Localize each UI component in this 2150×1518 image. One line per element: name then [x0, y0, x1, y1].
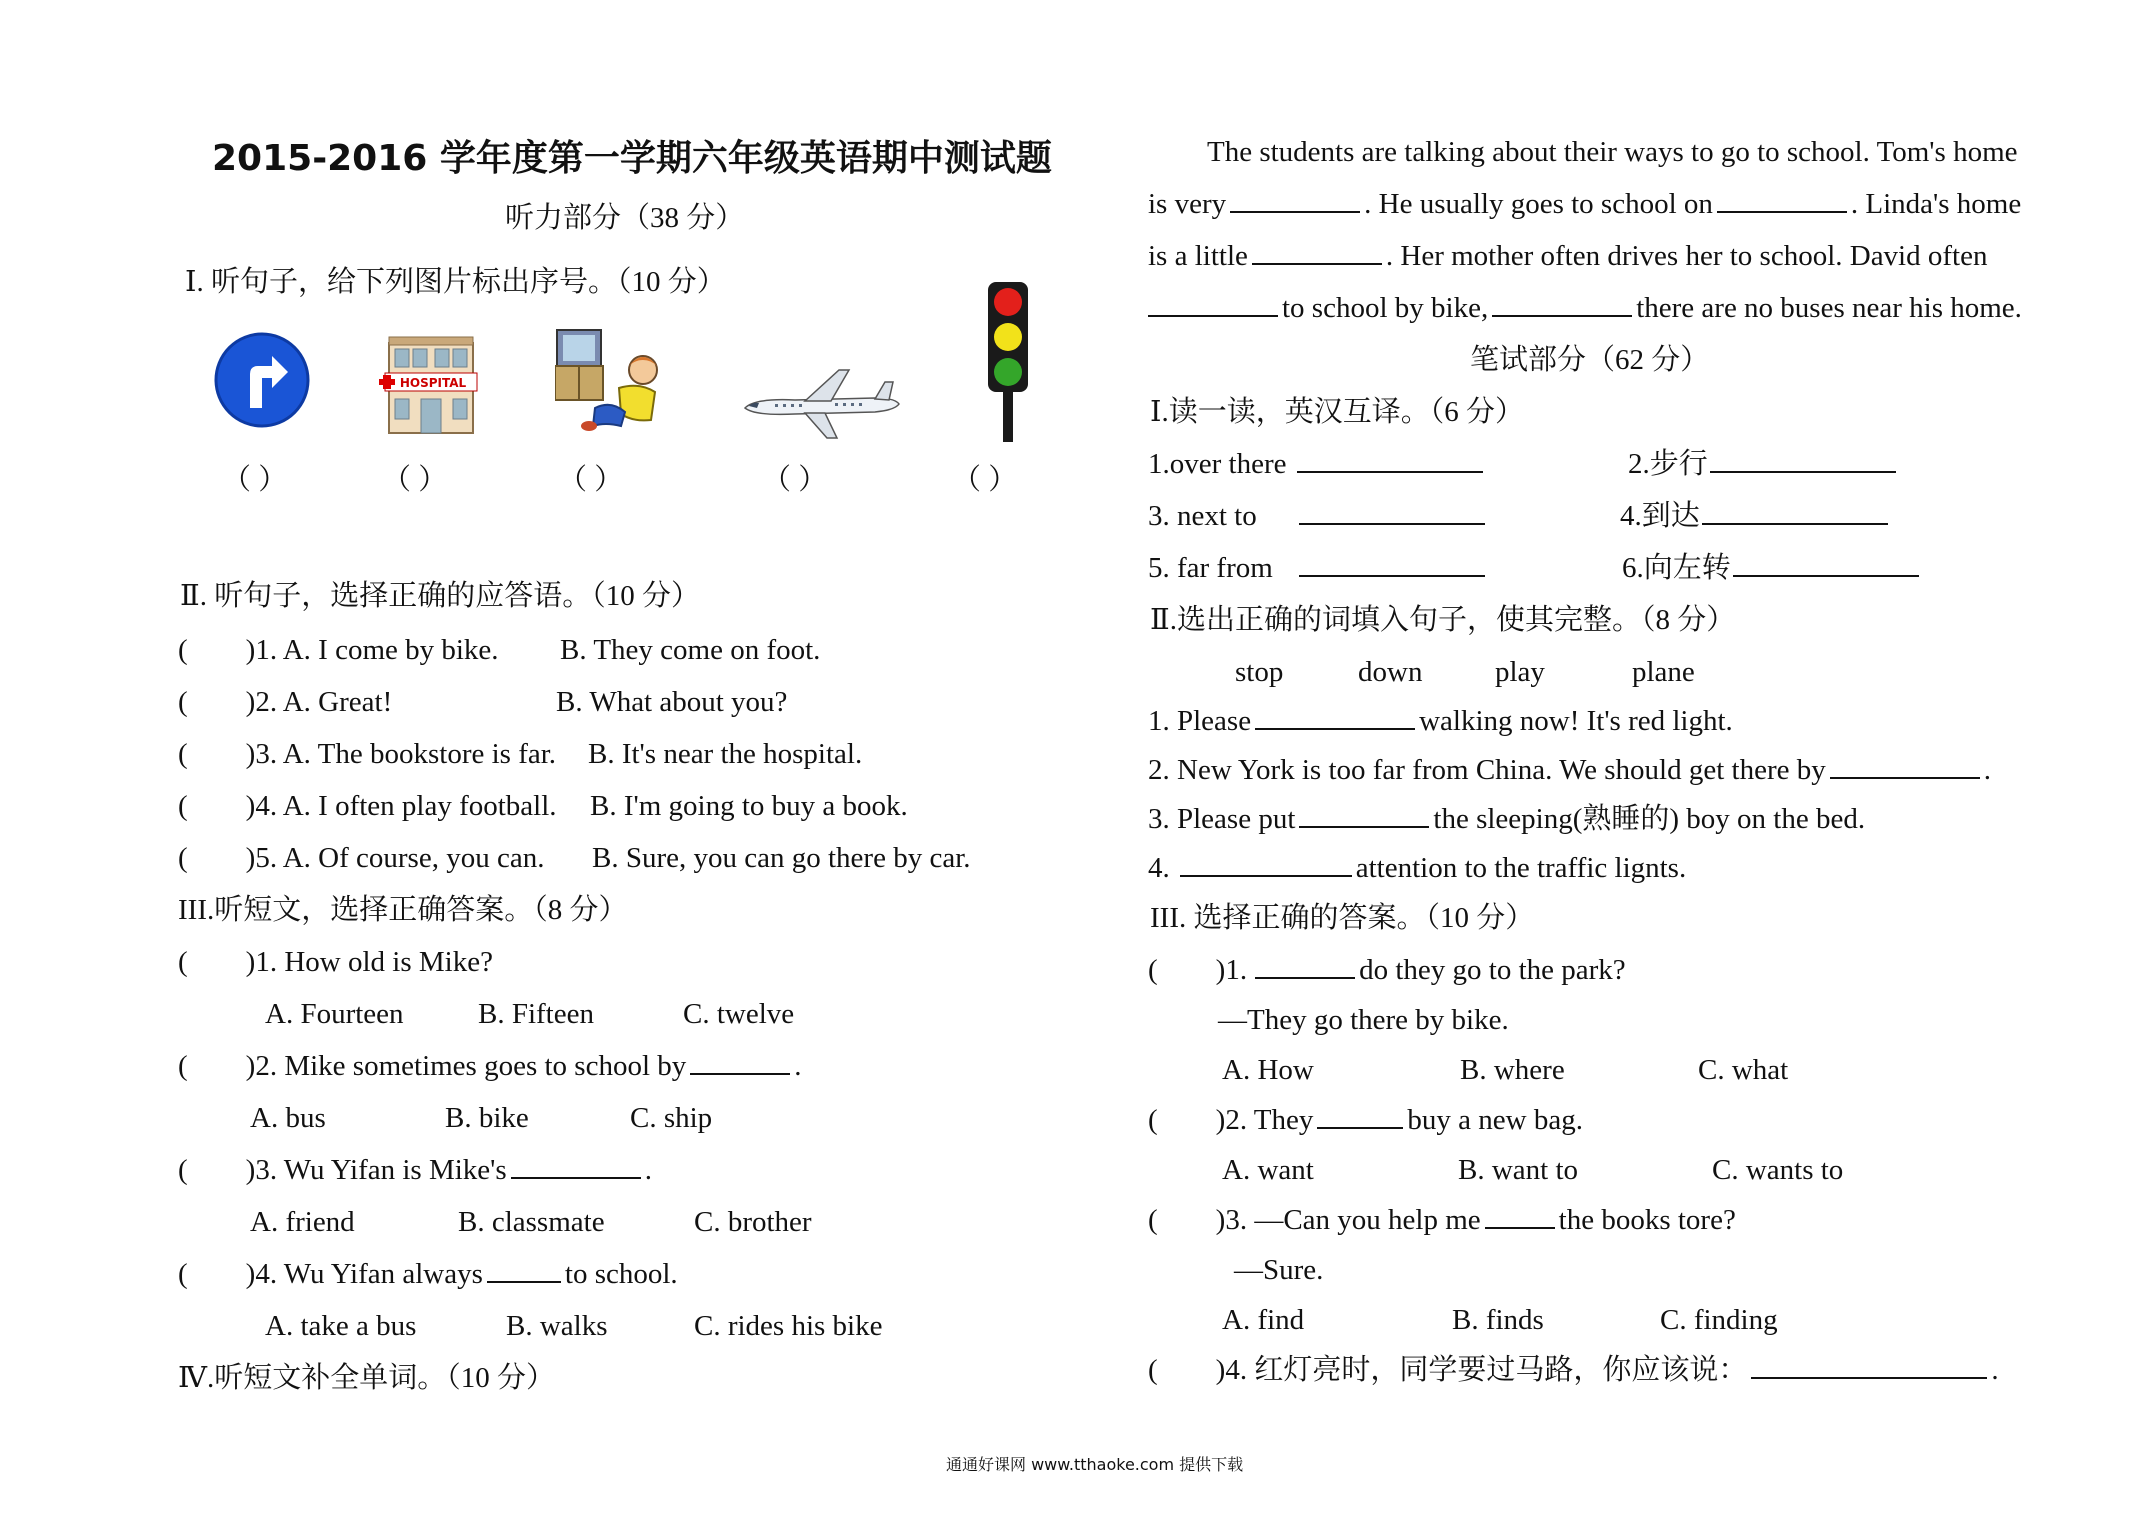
- w2-q4: 4. attention to the traffic lignts.: [1148, 852, 1687, 884]
- s2-item-5-b: B. Sure, you can go there by car.: [592, 842, 971, 874]
- picture-paren-5[interactable]: （ ）: [952, 464, 1018, 496]
- w2-q1: 1. Please walking now! It's red light.: [1148, 705, 1733, 737]
- w1-right-3: 6.向左转: [1622, 550, 1923, 586]
- s2-item-3: ( )3. A. The bookstore is far.: [178, 738, 557, 770]
- blank[interactable]: [1230, 187, 1360, 213]
- w2-heading: Ⅱ.选出正确的词填入句子，使其完整。（8 分）: [1150, 604, 1736, 636]
- w3-q2-opt-a: A. want: [1222, 1154, 1314, 1186]
- blank[interactable]: [1299, 551, 1485, 577]
- s2-item-2-b: B. What about you?: [556, 686, 788, 718]
- s2-heading: Ⅱ. 听句子，选择正确的应答语。（10 分）: [180, 580, 700, 612]
- s3-q2-opt-a: A. bus: [250, 1102, 326, 1134]
- blank[interactable]: [1148, 291, 1278, 317]
- w3-q3: ( )3. —Can you help me the books tore?: [1148, 1204, 1736, 1236]
- w3-heading: III. 选择正确的答案。（10 分）: [1150, 902, 1535, 934]
- written-header: 笔试部分（62 分）: [1470, 344, 1710, 376]
- w3-q2: ( )2. They buy a new bag.: [1148, 1104, 1583, 1136]
- w1-right-2: 4.到达: [1620, 498, 1892, 534]
- w2-q3: 3. Please put the sleeping(熟睡的) boy on the bed.: [1148, 803, 1866, 835]
- s3-q2-opt-c: C. ship: [630, 1102, 713, 1134]
- w3-q4: ( )4. 红灯亮时，同学要过马路，你应该说： .: [1148, 1354, 1999, 1386]
- passage-line-1: The students are talking about their ways to go to school. Tom's home: [1207, 136, 2018, 168]
- s3-q2-opt-b: B. bike: [445, 1102, 529, 1134]
- airplane-icon: [735, 368, 903, 440]
- blank[interactable]: [1830, 753, 1980, 779]
- listening-header: 听力部分（38 分）: [505, 202, 745, 234]
- w3-q1-reply: —They go there by bike.: [1218, 1004, 1509, 1036]
- picture-paren-4[interactable]: （ ）: [762, 464, 828, 496]
- blank[interactable]: [1751, 1353, 1987, 1379]
- blank[interactable]: [1252, 239, 1382, 265]
- w3-q1-opt-b: B. where: [1460, 1054, 1565, 1086]
- s3-q1-opt-a: A. Fourteen: [265, 998, 404, 1030]
- s2-item-1: ( )1. A. I come by bike.: [178, 634, 499, 666]
- s2-item-5: ( )5. A. Of course, you can.: [178, 842, 545, 874]
- s3-heading: III.听短文，选择正确答案。（8 分）: [178, 894, 628, 926]
- boy-watching-tv-icon: [555, 326, 673, 438]
- traffic-light-icon: [985, 280, 1031, 444]
- passage-line-3: is a little . Her mother often drives her to school. David often: [1148, 240, 1988, 272]
- s3-q3-opt-c: C. brother: [694, 1206, 812, 1238]
- w3-q3-opt-c: C. finding: [1660, 1304, 1778, 1336]
- w3-q2-opt-b: B. want to: [1458, 1154, 1579, 1186]
- blank[interactable]: [1299, 499, 1485, 525]
- s2-item-4: ( )4. A. I often play football.: [178, 790, 557, 822]
- passage-line-4: to school by bike, there are no buses near his home.: [1148, 290, 2022, 326]
- s3-q3-opt-a: A. friend: [250, 1206, 355, 1238]
- blank[interactable]: [1485, 1203, 1555, 1229]
- s4-heading: Ⅳ.听短文补全单词。（10 分）: [178, 1362, 555, 1394]
- blank[interactable]: [690, 1049, 790, 1075]
- s2-item-4-b: B. I'm going to buy a book.: [590, 790, 908, 822]
- w2-word-2: down: [1358, 656, 1423, 688]
- blank[interactable]: [1492, 291, 1632, 317]
- s3-q4: ( )4. Wu Yifan always to school.: [178, 1258, 678, 1290]
- w3-q3-opt-b: B. finds: [1452, 1304, 1544, 1336]
- blank[interactable]: [1317, 1103, 1403, 1129]
- w3-q1-opt-a: A. How: [1222, 1054, 1314, 1086]
- w2-word-3: play: [1495, 656, 1545, 688]
- w3-q1-opt-c: C. what: [1698, 1054, 1789, 1086]
- s3-q1-opt-c: C. twelve: [683, 998, 795, 1030]
- passage-line-2: is very . He usually goes to school on . Linda's home: [1148, 188, 2022, 220]
- page-footer: 通通好课网 www.tthaoke.com 提供下载: [946, 1455, 1244, 1474]
- w1-heading: Ⅰ.读一读，英汉互译。（6 分）: [1150, 396, 1524, 428]
- blank[interactable]: [1255, 953, 1355, 979]
- w1-left-3: 5. far from: [1148, 550, 1489, 586]
- s3-q4-opt-a: A. take a bus: [265, 1310, 417, 1342]
- w2-word-4: plane: [1632, 656, 1695, 688]
- blank[interactable]: [1710, 447, 1896, 473]
- w3-q3-opt-a: A. find: [1222, 1304, 1305, 1336]
- s3-q4-opt-b: B. walks: [506, 1310, 608, 1342]
- s3-q1-opt-b: B. Fifteen: [478, 998, 594, 1030]
- w3-q3-reply: —Sure.: [1234, 1254, 1324, 1286]
- blank[interactable]: [1702, 499, 1888, 525]
- w3-q1: ( )1. do they go to the park?: [1148, 954, 1626, 986]
- svg-text:HOSPITAL: HOSPITAL: [399, 376, 467, 390]
- s3-q3-opt-b: B. classmate: [458, 1206, 605, 1238]
- s2-item-3-b: B. It's near the hospital.: [588, 738, 863, 770]
- blank[interactable]: [1299, 802, 1429, 828]
- blank[interactable]: [487, 1257, 561, 1283]
- blank[interactable]: [1180, 851, 1352, 877]
- picture-paren-3[interactable]: （ ）: [558, 464, 624, 496]
- blank[interactable]: [1297, 447, 1483, 473]
- s1-heading: Ⅰ. 听句子，给下列图片标出序号。（10 分）: [185, 266, 726, 298]
- blank[interactable]: [1717, 187, 1847, 213]
- w1-left-2: 3. next to: [1148, 498, 1489, 534]
- w2-word-1: stop: [1235, 656, 1284, 688]
- turn-right-sign-icon: [210, 328, 314, 432]
- blank[interactable]: [511, 1153, 641, 1179]
- w1-right-1: 2.步行: [1628, 446, 1900, 482]
- picture-paren-2[interactable]: （ ）: [382, 464, 448, 496]
- w3-q2-opt-c: C. wants to: [1712, 1154, 1844, 1186]
- hospital-icon: [375, 333, 487, 435]
- exam-title: 2015-2016 学年度第一学期六年级英语期中测试题: [212, 138, 1052, 179]
- picture-paren-1[interactable]: （ ）: [222, 464, 288, 496]
- w2-q2: 2. New York is too far from China. We should get there by .: [1148, 754, 1991, 786]
- s3-q4-opt-c: C. rides his bike: [694, 1310, 883, 1342]
- s3-q1: ( )1. How old is Mike?: [178, 946, 493, 978]
- s2-item-2: ( )2. A. Great!: [178, 686, 393, 718]
- w1-left-1: 1.over there: [1148, 446, 1487, 482]
- s3-q2: ( )2. Mike sometimes goes to school by .: [178, 1050, 802, 1082]
- blank[interactable]: [1255, 704, 1415, 730]
- s2-item-1-b: B. They come on foot.: [560, 634, 821, 666]
- s3-q3: ( )3. Wu Yifan is Mike's .: [178, 1154, 652, 1186]
- blank[interactable]: [1733, 551, 1919, 577]
